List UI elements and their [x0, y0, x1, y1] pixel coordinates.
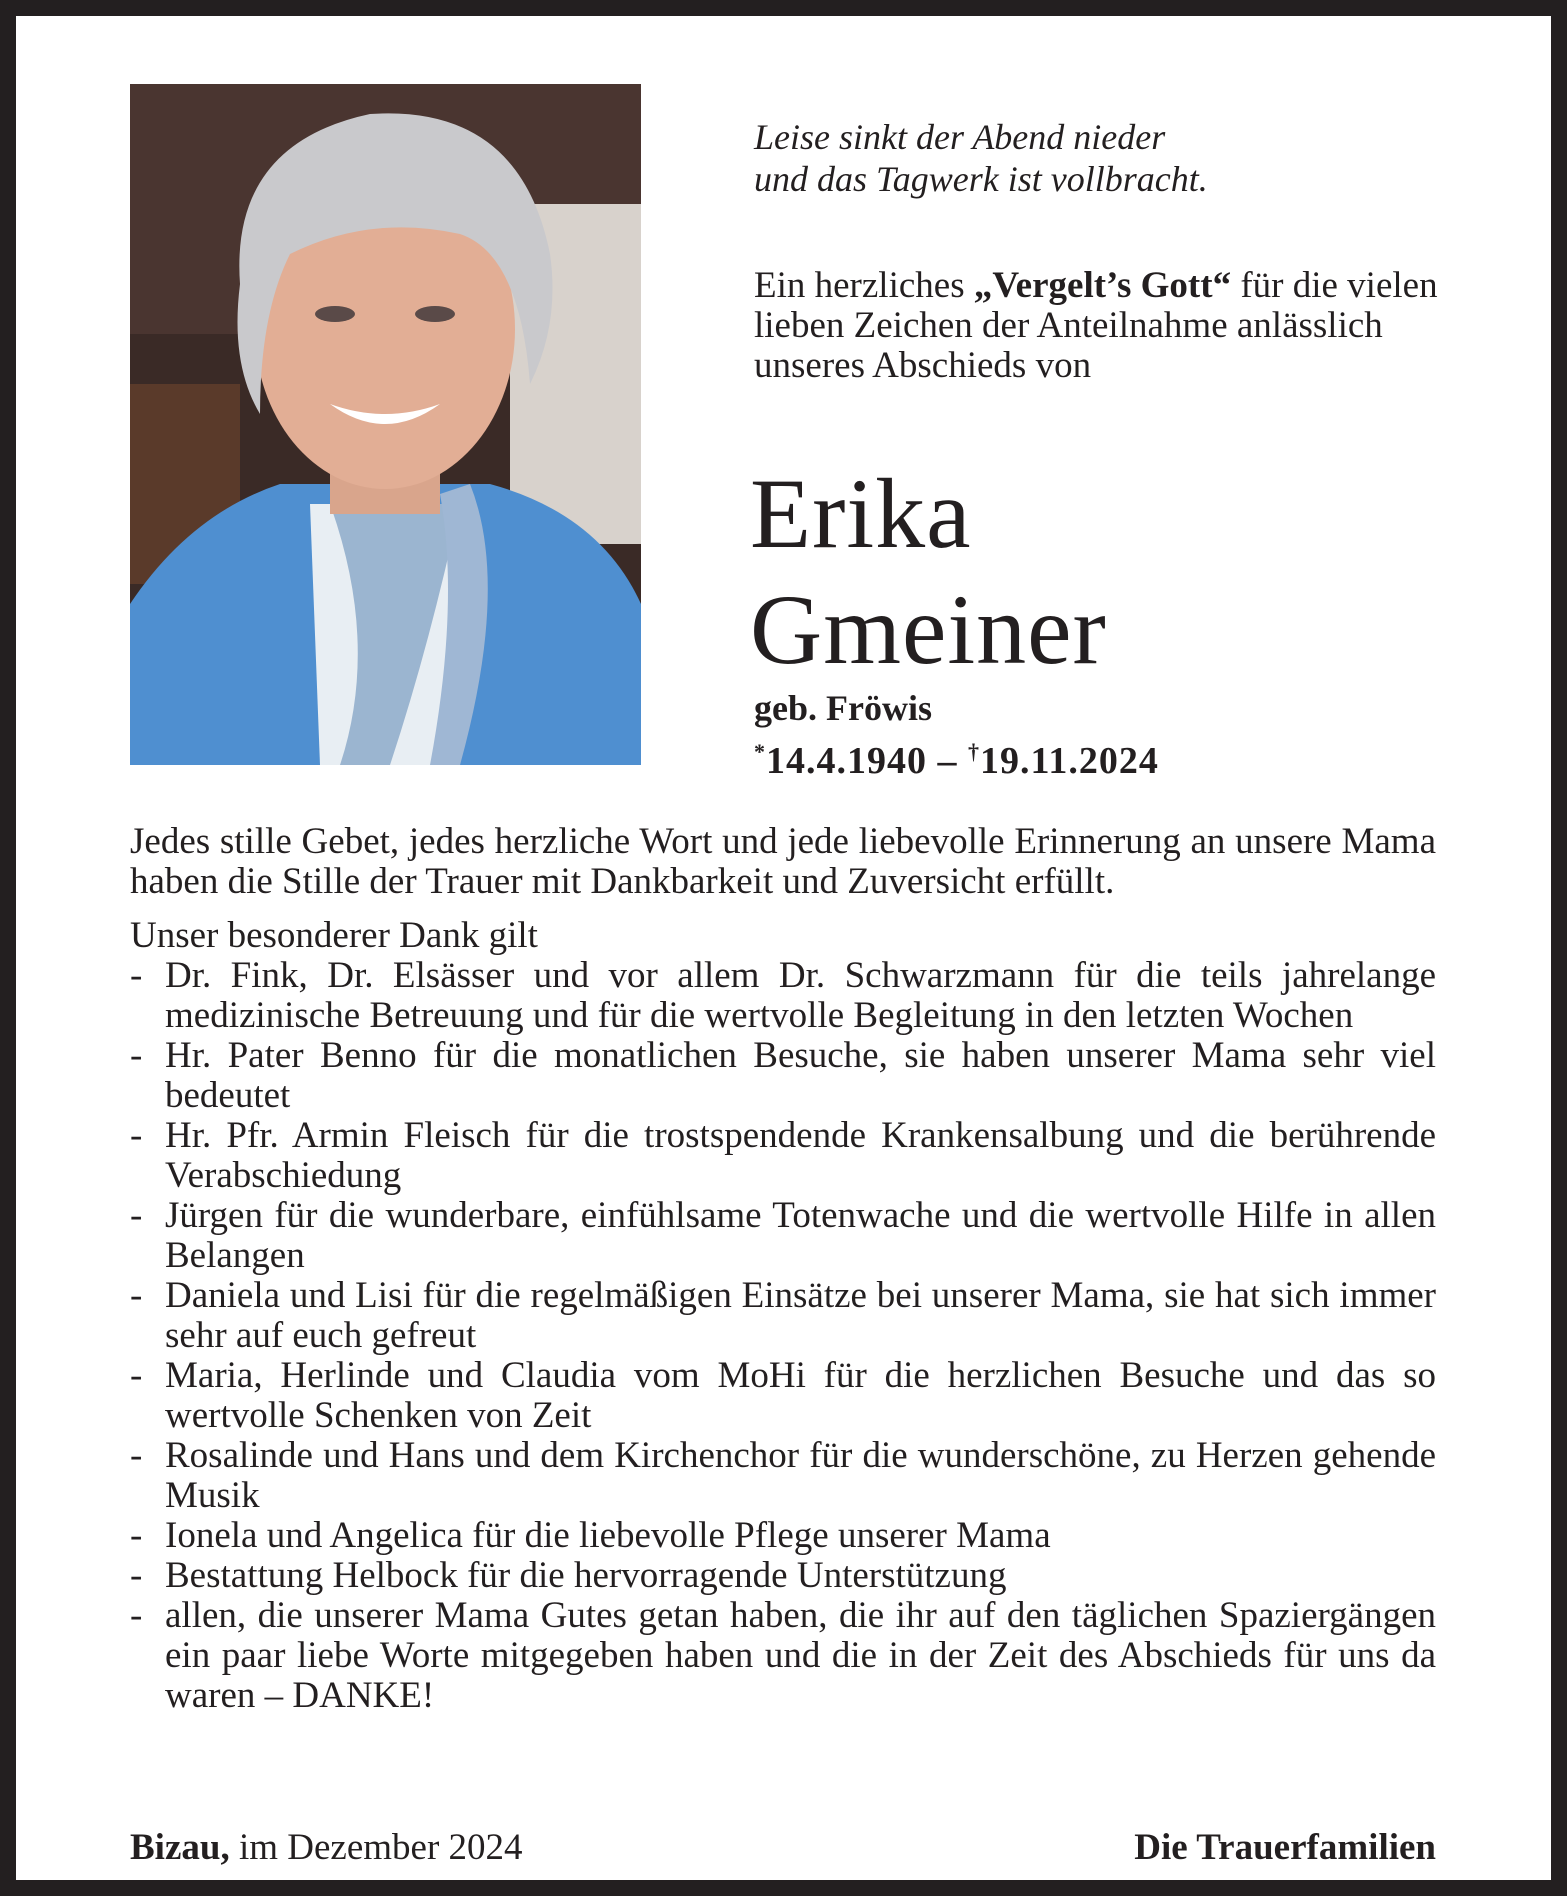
signature: Die Trauerfamilien: [1134, 1827, 1436, 1868]
quote: [754, 116, 1208, 200]
deceased-name: [750, 456, 1107, 688]
place-date: [130, 1826, 523, 1870]
body-text: [130, 822, 1436, 1716]
list-dash: -: [130, 1035, 143, 1076]
list-dash: -: [130, 1515, 143, 1556]
date: im Dezember 2024: [229, 1827, 523, 1868]
list-dash: -: [130, 1435, 143, 1476]
thanks-list-item: [130, 1516, 1436, 1556]
quote-line: Leise sinkt der Abend nieder: [754, 117, 1166, 157]
thanks-list-item: [130, 956, 1436, 1036]
list-item-text: allen, die unserer Mama Gutes getan haben, die ihr auf den täglichen Spaziergängen ein paar liebe Worte mitgegeben haben und die in der Zeit des Abschieds für uns da waren – DANKE!: [165, 1595, 1436, 1716]
death-date: 19.11.2024: [980, 740, 1159, 782]
list-dash: -: [130, 1115, 143, 1156]
obituary-notice: [16, 16, 1551, 1880]
place: Bizau,: [130, 1827, 230, 1868]
thanks-list-item: [130, 1116, 1436, 1196]
intro-paragraph: Jedes stille Gebet, jedes herzliche Wort und jede liebevolle Erinnerung an unsere Mama haben die Stille der Trauer mit Dankbarkeit und Zuversicht erfüllt.: [130, 821, 1436, 902]
thanks-list-item: [130, 1596, 1436, 1716]
death-symbol: †: [968, 739, 980, 764]
list-dash: -: [130, 1595, 143, 1636]
footer: [130, 1826, 1436, 1870]
list-item-text: Jürgen für die wunderbare, einfühlsame Totenwache und die wertvolle Hilfe in allen Belangen: [165, 1195, 1436, 1276]
list-item-text: Hr. Pfr. Armin Fleisch für die trostspendende Krankensalbung und die berührende Verabschiedung: [165, 1115, 1436, 1196]
date-separator: –: [927, 740, 968, 782]
list-item-text: Rosalinde und Hans und dem Kirchenchor für die wunderschöne, zu Herzen gehende Musik: [165, 1435, 1436, 1516]
birth-date: 14.4.1940: [766, 740, 927, 782]
list-dash: -: [130, 1355, 143, 1396]
list-dash: -: [130, 955, 143, 996]
list-item-text: Bestattung Helbock für die hervorragende Unterstützung: [165, 1555, 1007, 1596]
first-name: Erika: [750, 458, 972, 569]
thanks-suffix: für die vielen lieben Zeichen der Anteilnahme anlässlich unseres Abschieds von: [754, 265, 1438, 386]
list-item-text: Dr. Fink, Dr. Elsässer und vor allem Dr. Schwarzmann für die teils jahrelange medizinische Betreuung und für die wertvolle Begleitung in den letzten Wochen: [165, 955, 1436, 1036]
list-item-text: Maria, Herlinde und Claudia vom MoHi für die herzlichen Besuche und das so wertvolle Schenken von Zeit: [165, 1355, 1436, 1436]
thanks-list-item: [130, 1276, 1436, 1356]
thanks-list-item: [130, 1556, 1436, 1596]
list-dash: -: [130, 1275, 143, 1316]
thanks-text: [754, 266, 1454, 386]
thanks-list-item: [130, 1436, 1436, 1516]
thanks-list-item: [130, 1196, 1436, 1276]
thanks-emphasis: „Vergelt’s Gott“: [973, 265, 1232, 306]
thanks-prefix: Ein herzliches: [754, 265, 974, 306]
list-item-text: Ionela und Angelica für die liebevolle Pflege unserer Mama: [165, 1515, 1051, 1556]
birth-symbol: *: [754, 739, 766, 764]
quote-line: und das Tagwerk ist vollbracht.: [754, 159, 1208, 199]
thanks-list-item: [130, 1036, 1436, 1116]
portrait-photo: [130, 84, 641, 765]
list-dash: -: [130, 1555, 143, 1596]
life-dates: [754, 730, 1159, 783]
list-item-text: Hr. Pater Benno für die monatlichen Besuche, sie haben unserer Mama sehr viel bedeutet: [165, 1035, 1436, 1116]
list-item-text: Daniela und Lisi für die regelmäßigen Einsätze bei unserer Mama, sie hat sich immer sehr auf euch gefreut: [165, 1275, 1436, 1356]
thanks-list-item: [130, 1356, 1436, 1436]
thanks-list: [130, 956, 1436, 1716]
dank-heading: Unser besonderer Dank gilt: [130, 915, 538, 956]
last-name: Gmeiner: [750, 574, 1107, 685]
birth-name: geb. Fröwis: [754, 688, 932, 728]
list-dash: -: [130, 1195, 143, 1236]
